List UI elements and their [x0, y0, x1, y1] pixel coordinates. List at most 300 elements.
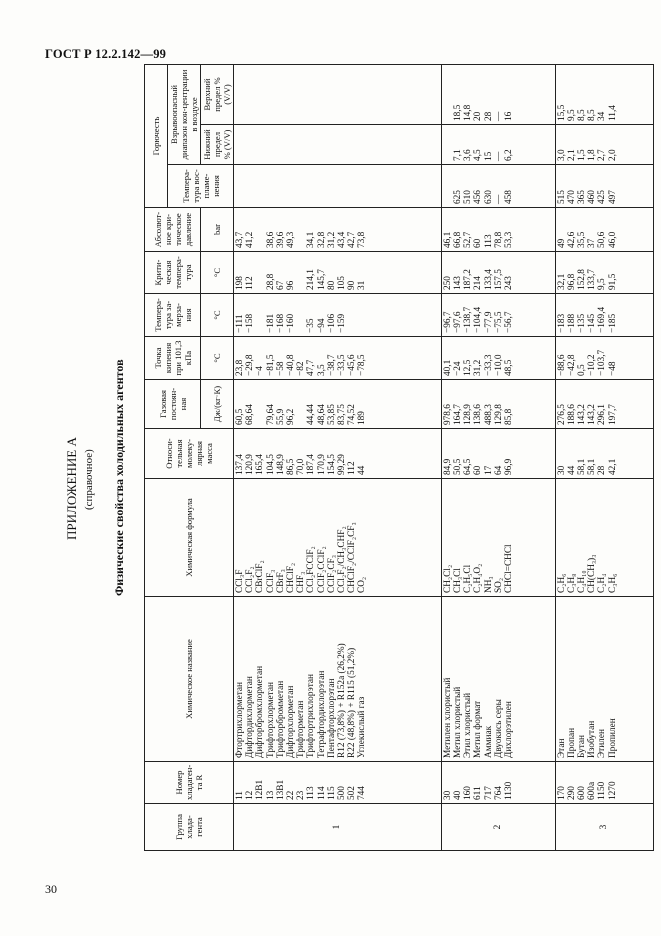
hdr-critical: Крити-ческая темпера-тура	[145, 252, 201, 294]
upper-value: 15,5	[556, 104, 567, 121]
boil-value: 12,5	[463, 359, 474, 376]
gas-const-value: 188,6	[566, 404, 577, 425]
cell-critical	[234, 252, 442, 294]
ignition-value: 425	[597, 190, 608, 204]
gas-const-value: 128,9	[463, 404, 474, 425]
upper-value: 8,5	[577, 109, 588, 121]
standard-header: ГОСТ Р 12.2.142—99	[45, 47, 167, 61]
gas-const-value: 60,5	[235, 408, 245, 425]
name-value: Этан	[556, 738, 567, 758]
pressure-value: 37	[587, 238, 598, 248]
ignition-value: 470	[566, 190, 577, 204]
pressure-value: 42,6	[566, 231, 577, 248]
ignition-value	[443, 168, 453, 204]
critical-value: 31	[357, 280, 368, 290]
hdr-number: Номер хладаген-та R	[145, 762, 234, 804]
pressure-value	[255, 211, 265, 248]
freezing-value: −97,6	[452, 311, 463, 333]
number-value: 115	[326, 786, 337, 800]
name-value: Углекислый газ	[357, 696, 368, 758]
lower-value: 4,5	[473, 149, 484, 161]
cell-formula	[234, 479, 442, 597]
boil-value: −81,5	[265, 354, 276, 376]
pressure-value: 52,7	[463, 231, 474, 248]
boil-value: −45,6	[347, 354, 358, 376]
freezing-value: −96,7	[442, 311, 453, 333]
number-value: 502	[347, 786, 358, 800]
number-value: 160	[463, 786, 474, 800]
boil-value: −33,3	[483, 354, 494, 376]
cell-boil	[441, 337, 555, 380]
cell-mass	[234, 429, 442, 479]
table-row	[441, 65, 555, 851]
hdr-ignition: Темпера-тура вос-пламе-нения	[168, 165, 234, 208]
cell-critical	[555, 252, 653, 294]
mass-value: 28	[597, 465, 608, 475]
appendix-title: ПРИЛОЖЕНИЕ А	[64, 437, 79, 540]
lower-value: 2,0	[607, 149, 618, 161]
name-value: Дихлорэтилен	[503, 701, 514, 758]
critical-value	[255, 255, 265, 290]
number-value: 13B1	[275, 779, 286, 800]
critical-value: 91,5	[607, 273, 618, 290]
formula-value: NH₃	[483, 576, 494, 593]
boil-value: 47,7	[306, 359, 317, 376]
number-value: 23	[296, 790, 307, 800]
formula-value: C₂H₆	[556, 573, 567, 593]
ignition-value: 456	[473, 190, 484, 204]
freezing-value: −56,7	[503, 311, 514, 333]
formula-value: CCl₂FCClF₂	[306, 546, 317, 593]
critical-value: 157,5	[493, 269, 504, 290]
critical-value: 214	[473, 276, 484, 290]
critical-value: 214,1	[306, 269, 317, 290]
boil-value: −103,7	[597, 349, 608, 376]
formula-value: CCl₂F₂	[245, 566, 256, 593]
pressure-value: 60	[473, 238, 484, 248]
critical-value: 28,8	[265, 273, 276, 290]
formula-value: CHClF₂	[286, 562, 297, 593]
mass-value: 50,5	[452, 458, 463, 475]
cell-pressure	[441, 208, 555, 252]
hdr-upper: Верхний предел % (V/V)	[201, 65, 234, 125]
gas-const-value: 143,2	[577, 404, 588, 425]
gas-const-value: 978,6	[442, 404, 453, 425]
mass-value: 84,9	[442, 458, 453, 475]
lower-value: 3,6	[463, 149, 474, 161]
cell-boil	[234, 337, 442, 380]
upper-value	[443, 68, 453, 121]
gas-const-value: 85,8	[503, 408, 514, 425]
cell-formula	[441, 479, 555, 597]
name-value: Бутан	[577, 734, 588, 758]
critical-value: 243	[503, 276, 514, 290]
freezing-value	[255, 297, 265, 333]
formula-value: C₃H₈	[566, 573, 577, 593]
pressure-value: 113	[483, 234, 494, 248]
formula-value: CClF₃	[265, 569, 276, 593]
lower-value: —	[493, 151, 504, 161]
number-value: 717	[483, 786, 494, 800]
critical-value: 90	[347, 280, 358, 290]
freezing-value: −111	[235, 314, 245, 333]
gas-const-value: 197,7	[607, 404, 618, 425]
gas-const-value: 53,85	[326, 404, 337, 425]
cell-pressure	[234, 208, 442, 252]
pressure-value: 35,5	[577, 231, 588, 248]
freezing-value: −104,4	[473, 306, 484, 333]
critical-value: 198	[235, 276, 245, 290]
hdr-name: Химическое название	[145, 597, 234, 762]
hdr-boil: Точка кипения при 101,3 кПа	[145, 337, 201, 380]
mass-value: 64	[493, 465, 504, 475]
name-value: Трифторметан	[296, 700, 307, 758]
cell-ignition	[441, 165, 555, 208]
upper-value: 18,5	[452, 104, 463, 121]
mass-value: 44	[566, 465, 577, 475]
upper-value: —	[493, 111, 504, 121]
formula-value: C₄H₁₀	[577, 570, 588, 593]
cell-group: 3	[555, 804, 653, 851]
critical-value: 67	[275, 280, 286, 290]
upper-value: 16	[503, 111, 514, 121]
number-value: 12	[245, 790, 256, 800]
formula-value: CHF₃	[296, 571, 307, 593]
lower-value: 1,5	[577, 149, 588, 161]
gas-const-value: 138,6	[473, 404, 484, 425]
boil-value: −29,8	[245, 354, 256, 376]
lower-value: 2,1	[566, 149, 577, 161]
critical-value: 152,8	[577, 269, 588, 290]
mass-value: 165,4	[255, 454, 266, 475]
mass-value: 60	[473, 465, 484, 475]
name-value: Трифторбромметан	[275, 680, 286, 758]
formula-value: CCl₃F	[235, 569, 245, 593]
boil-value: −24	[452, 361, 463, 376]
boil-value: −10,2	[587, 354, 598, 376]
upper-value: 34	[597, 111, 608, 121]
gas-const-value: 44,44	[306, 404, 317, 425]
unit-boil: °C	[201, 337, 234, 380]
freezing-value: −160	[286, 313, 297, 333]
freezing-value: −106	[326, 313, 337, 333]
cell-lower	[555, 125, 653, 165]
critical-value: 32,1	[556, 273, 567, 290]
mass-value: 120,9	[245, 454, 256, 475]
lower-value: 1,8	[587, 149, 598, 161]
name-value: R22 (48,8%) + R115 (51,2%)	[347, 647, 358, 758]
cell-name	[555, 597, 653, 762]
formula-value: CHCl=CHCl	[503, 544, 514, 593]
number-value: 290	[566, 786, 577, 800]
formula-value: CBrClF₂	[255, 560, 266, 593]
critical-value: 133,7	[587, 269, 598, 290]
cell-lower	[441, 125, 555, 165]
cell-number	[234, 762, 442, 804]
name-value: Метилен хлористый	[442, 677, 453, 758]
cell-formula	[555, 479, 653, 597]
critical-value: 143	[452, 276, 463, 290]
number-value: 611	[473, 786, 484, 800]
name-value: Дифтордихлорметан	[245, 676, 256, 758]
gas-const-value	[255, 383, 265, 425]
mass-value: 64,5	[463, 458, 474, 475]
pressure-value: 66,8	[452, 231, 463, 248]
unit-gas-const: Дж/(кг·К)	[201, 380, 234, 429]
boil-value: 0,5	[577, 364, 588, 376]
mass-value: 112	[347, 461, 358, 475]
name-value: Пропан	[566, 727, 577, 758]
hdr-formula: Химическая формула	[145, 479, 234, 597]
mass-value: 58,1	[577, 458, 588, 475]
number-value: 744	[357, 786, 368, 800]
mass-value: 17	[483, 465, 494, 475]
boil-value: −88,6	[556, 354, 567, 376]
name-value: Фтортрихлорметан	[235, 682, 245, 758]
cell-mass	[555, 429, 653, 479]
header-row	[145, 65, 168, 851]
cell-group: 1	[234, 804, 442, 851]
pressure-value: 53,3	[503, 231, 514, 248]
boil-value: −10,0	[493, 354, 504, 376]
ignition-value: 458	[503, 190, 514, 204]
ignition-value: —	[493, 194, 504, 204]
unit-pressure: bar	[201, 208, 234, 252]
boil-value: 31,2	[473, 359, 484, 376]
pressure-value: 43,4	[337, 231, 348, 248]
formula-value: SO₂	[493, 577, 504, 593]
critical-value: 96,8	[566, 273, 577, 290]
pressure-value	[296, 211, 306, 248]
formula-value: CH(CH₃)₃	[587, 554, 598, 593]
number-value: 13	[265, 790, 276, 800]
freezing-value: −169,4	[597, 306, 608, 333]
upper-value: 28	[483, 111, 494, 121]
boil-value: −4	[255, 366, 266, 376]
cell-freezing	[441, 294, 555, 337]
cell-number	[441, 762, 555, 804]
pressure-value: 34,1	[306, 231, 317, 248]
cell-gas-const	[441, 380, 555, 429]
gas-const-value: 164,7	[452, 404, 463, 425]
table-row	[234, 65, 442, 851]
gas-const-value: 83,75	[337, 404, 348, 425]
table-row	[555, 65, 653, 851]
gas-const-value: 143,2	[587, 404, 598, 425]
lower-value: 2,7	[597, 149, 608, 161]
boil-value: −40,8	[286, 354, 297, 376]
boil-value: −42,8	[566, 354, 577, 376]
gas-const-value: 296,1	[597, 404, 608, 425]
cell-gas-const	[234, 380, 442, 429]
critical-value: 9,5	[597, 278, 608, 290]
gas-const-value: 488,3	[483, 404, 494, 425]
mass-value: 154,5	[326, 454, 337, 475]
critical-value: 80	[326, 280, 337, 290]
number-value: 22	[286, 790, 297, 800]
name-value: R12 (73,8%) + R152a (26,2%)	[337, 643, 348, 758]
cell-name	[234, 597, 442, 762]
page-number: 30	[45, 882, 57, 896]
upper-value: 11,4	[607, 105, 618, 121]
upper-value: 14,8	[463, 104, 474, 121]
freezing-value	[347, 297, 357, 333]
gas-const-value: 74,52	[347, 404, 358, 425]
number-value: 600	[577, 786, 588, 800]
pressure-value: 31,2	[326, 231, 337, 248]
lower-value: 15	[483, 151, 494, 161]
gas-const-value	[296, 383, 306, 425]
pressure-value: 41,2	[245, 231, 256, 248]
number-value: 11	[235, 791, 245, 800]
refrigerant-properties-table	[144, 64, 654, 851]
boil-value: −58	[275, 361, 286, 376]
properties-table-rotated	[144, 69, 654, 851]
freezing-value	[357, 297, 367, 333]
freezing-value: −181	[265, 313, 276, 333]
boil-value: 48,5	[503, 359, 514, 376]
mass-value: 96,9	[503, 458, 514, 475]
number-value: 764	[493, 786, 504, 800]
ignition-value: 625	[452, 190, 463, 204]
mass-value: 148,9	[275, 454, 286, 475]
name-value: Пентафторхлорэтан	[326, 678, 337, 758]
boil-value: 3,5	[316, 364, 327, 376]
hdr-explosive: Взрывоопасный диапазон кон-центрации в воздухе	[168, 65, 201, 165]
mass-value: 187,4	[306, 454, 317, 475]
mass-value: 30	[556, 465, 567, 475]
mass-value: 70,0	[296, 458, 307, 475]
formula-value: CHClF₂/CClF₂CF₃	[347, 522, 358, 593]
mass-value: 99,29	[337, 454, 348, 475]
number-value: 40	[452, 790, 463, 800]
pressure-value: 49	[556, 238, 567, 248]
critical-value: 250	[442, 276, 453, 290]
freezing-value	[296, 297, 306, 333]
ignition-value: 365	[577, 190, 588, 204]
name-value: Дифторбромхлорметан	[255, 665, 266, 758]
name-value: Этил хлористый	[463, 692, 474, 758]
boil-value: −38,7	[326, 354, 337, 376]
hdr-lower: Нижний предел % (V/V)	[201, 125, 234, 165]
formula-value: CO₂	[357, 576, 368, 593]
number-value: 1130	[503, 781, 514, 800]
ignition-value: 515	[556, 190, 567, 204]
unit-critical: °C	[201, 252, 234, 294]
formula-value: CH₃Cl	[452, 568, 463, 593]
boil-value: −33,5	[337, 354, 348, 376]
ignition-value: 630	[483, 190, 494, 204]
name-value: Дифторхлорметан	[286, 685, 297, 758]
cell-ignition	[234, 165, 442, 208]
formula-value: C₂H₄	[597, 573, 608, 593]
pressure-value: 38,6	[265, 231, 276, 248]
number-value: 30	[442, 790, 453, 800]
formula-value: C₂H₄O₂	[473, 563, 484, 593]
cell-upper	[441, 65, 555, 125]
ignition-value: 510	[463, 190, 474, 204]
cell-freezing	[555, 294, 653, 337]
hdr-gas-const: Газовая постоян-ная	[145, 380, 201, 429]
name-value: Пропилен	[607, 718, 618, 758]
pressure-value: 78,8	[493, 231, 504, 248]
boil-value: −82	[296, 361, 307, 376]
table-body	[234, 65, 654, 851]
boil-value: 40,1	[442, 359, 453, 376]
freezing-value: −77,9	[483, 311, 494, 333]
freezing-value: −188	[566, 313, 577, 333]
freezing-value: −75,5	[493, 311, 504, 333]
lower-value	[443, 128, 453, 161]
boil-value: 23,8	[235, 359, 245, 376]
cell-upper	[234, 65, 442, 125]
mass-value: 86,5	[286, 458, 297, 475]
boil-value: −48	[607, 361, 618, 376]
cell-critical	[441, 252, 555, 294]
freezing-value: −168	[275, 313, 286, 333]
table-caption: Физические свойства холодильных агентов	[112, 359, 126, 596]
pressure-value: 46,0	[607, 231, 618, 248]
mass-value: 170,9	[316, 454, 327, 475]
gas-const-value: 276,5	[556, 404, 567, 425]
name-value: Трифторхлорметан	[265, 682, 276, 758]
mass-value: 44	[357, 465, 368, 475]
upper-value: 20	[473, 111, 484, 121]
gas-const-value: 55,9	[275, 408, 286, 425]
hdr-group: Группа хлада-гента	[145, 804, 234, 851]
hdr-pressure: Абсолют-ное кри-тическое давление	[145, 208, 201, 252]
name-value: Тетрафтордихлорэтан	[316, 670, 327, 758]
number-value: 113	[306, 786, 317, 800]
cell-boil	[555, 337, 653, 380]
gas-const-value: 189	[357, 411, 368, 425]
hdr-mass: Относи-тельная молеку-лярная масса	[145, 429, 234, 479]
cell-name	[441, 597, 555, 762]
freezing-value: −145	[587, 313, 598, 333]
pressure-value: 42,7	[347, 231, 358, 248]
number-value: 500	[337, 786, 348, 800]
gas-const-value: 48,64	[316, 404, 327, 425]
gas-const-value: 96,2	[286, 408, 297, 425]
formula-value: CH₂Cl₂	[442, 564, 453, 593]
critical-value: 145,7	[316, 269, 327, 290]
formula-value: C₃H₆	[607, 573, 618, 593]
gas-const-value: 79,64	[265, 404, 276, 425]
cell-lower	[234, 125, 442, 165]
lower-value: 6,2	[503, 149, 514, 161]
number-value: 1150	[597, 781, 608, 800]
number-value: 114	[316, 786, 327, 800]
freezing-value: −35	[306, 318, 317, 333]
formula-value: CBrF₃	[275, 569, 286, 593]
formula-value: CCl₂F₂/CH₃CHF₂	[337, 526, 348, 593]
formula-value: C₂H₅Cl	[463, 564, 474, 593]
critical-value	[296, 255, 306, 290]
cell-mass	[441, 429, 555, 479]
cell-upper	[555, 65, 653, 125]
freezing-value: −138,7	[463, 306, 474, 333]
name-value: Аммиак	[483, 725, 494, 758]
pressure-value: 32,8	[316, 231, 327, 248]
pressure-value: 73,8	[357, 231, 368, 248]
pressure-value: 50,6	[597, 231, 608, 248]
name-value: Этилен	[597, 729, 608, 758]
critical-value: 105	[337, 276, 348, 290]
lower-value: 7,1	[452, 149, 463, 161]
pressure-value: 49,3	[286, 231, 297, 248]
hdr-flammability: Горючесть	[145, 65, 168, 208]
number-value: 170	[556, 786, 567, 800]
